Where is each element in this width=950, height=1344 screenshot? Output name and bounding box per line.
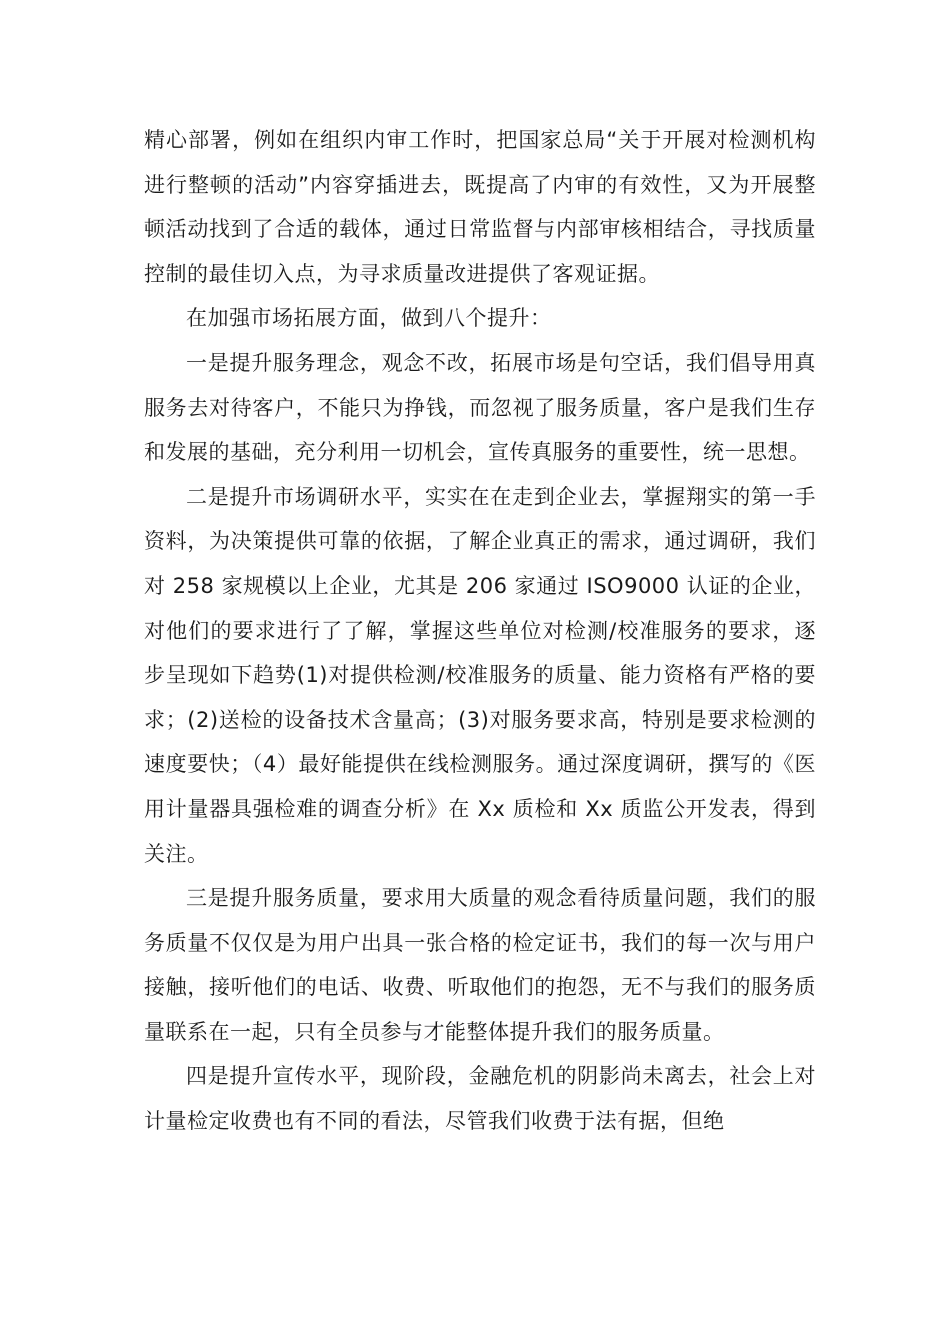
paragraph-service-concept: 一是提升服务理念，观念不改，拓展市场是句空话，我们倡导用真服务去对待客户，不能只为挣钱，而忽视了服务质量，客户是我们生存和发展的基础，充分利用一切机会，宣传真服务的重要性，统一思想。 — [144, 350, 816, 465]
document-body — [144, 118, 816, 1144]
paragraph-market-research: 二是提升市场调研水平，实实在在走到企业去，掌握翔实的第一手资料，为决策提供可靠的依据，了解企业真正的需求，通过调研，我们对 258 家规模以上企业，尤其是 206 家通过 ISO9000 认证的企业，对他们的要求进行了了解，掌握这些单位对检测/校准服务的要求，逐步呈现如下趋势(1)对提供检测/校准服务的质量、能力资格有严格的要求；(2)送检的设备技术含量高；(3)对服务要求高，特别是要求检测的速度要快；（4）最好能提供在线检测服务。通过深度调研，撰写的《医用计量器具强检难的调查分析》在 Xx 质检和 Xx 质监公开发表，得到关注。 — [144, 484, 816, 866]
paragraph-service-quality: 三是提升服务质量，要求用大质量的观念看待质量问题，我们的服务质量不仅仅是为用户出具一张合格的检定证书，我们的每一次与用户接触，接听他们的电话、收费、听取他们的抱怨，无不与我们的服务质量联系在一起，只有全员参与才能整体提升我们的服务质量。 — [144, 886, 816, 1044]
paragraph-publicity: 四是提升宣传水平，现阶段，金融危机的阴影尚未离去，社会上对计量检定收费也有不同的看法，尽管我们收费于法有据，但绝 — [144, 1064, 816, 1134]
paragraph-market-expansion-intro: 在加强市场拓展方面，做到八个提升： — [186, 306, 552, 331]
paragraph-continuation: 精心部署，例如在组织内审工作时，把国家总局“关于开展对检测机构进行整顿的活动”内容穿插进去，既提高了内审的有效性，又为开展整顿活动找到了合适的载体，通过日常监督与内部审核相结合，寻找质量控制的最佳切入点，为寻求质量改进提供了客观证据。 — [144, 128, 816, 286]
